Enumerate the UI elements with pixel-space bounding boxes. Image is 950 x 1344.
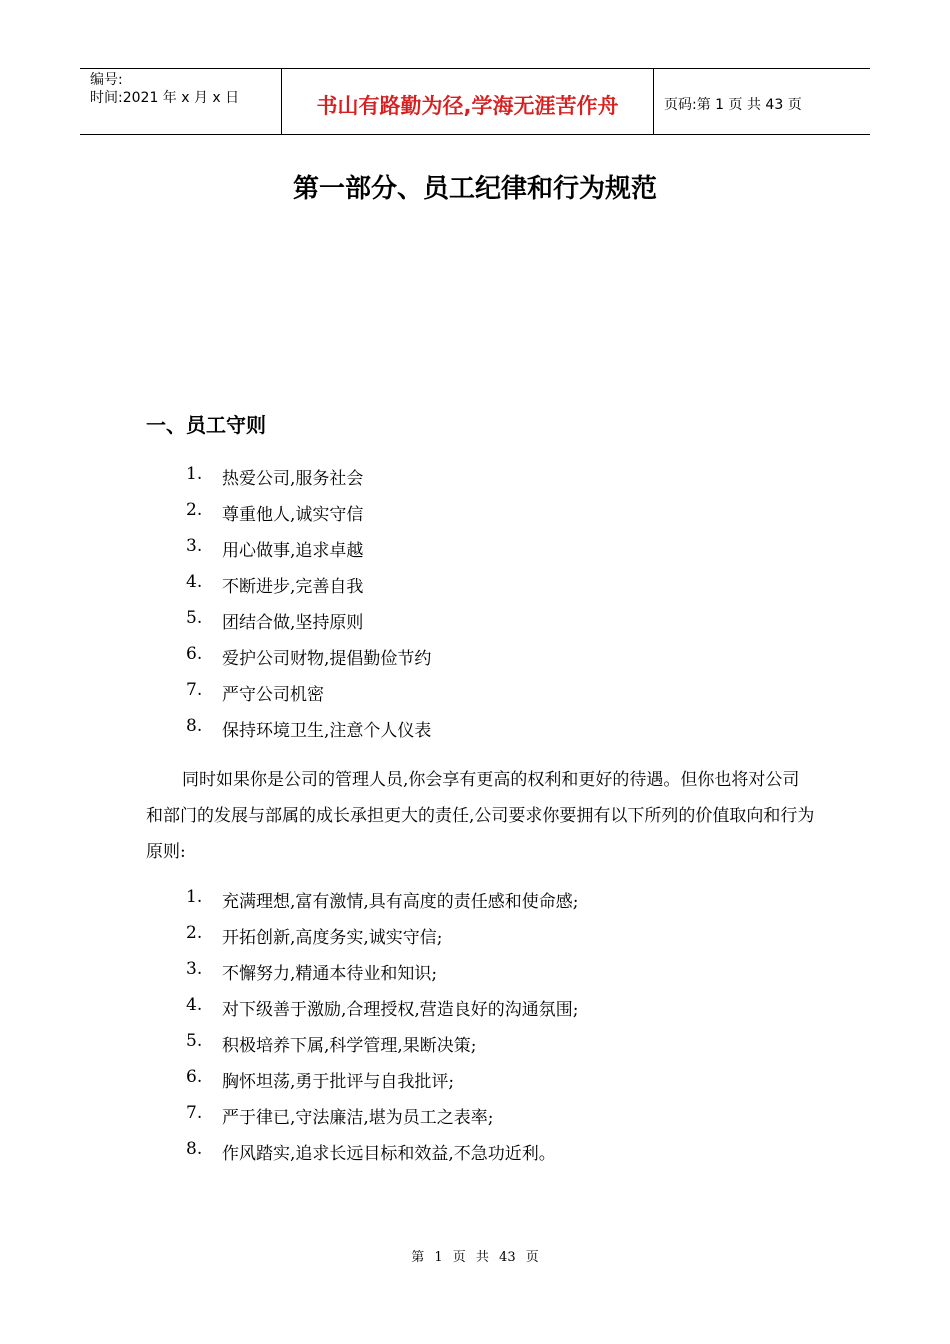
list-item-text: 尊重他人,诚实守信 — [222, 505, 364, 525]
slogan: 书山有路勤为径,学海无涯苦作舟 — [316, 93, 619, 118]
list-item-text: 用心做事,追求卓越 — [222, 541, 364, 561]
management-paragraph: 同时如果你是公司的管理人员,你会享有更高的权利和更好的待遇。但你也将对公司和部门的发展与部属的成长承担更大的责任,公司要求你要拥有以下所列的价值取向和行为原则: — [146, 770, 815, 862]
list-item-text: 不断进步,完善自我 — [222, 577, 364, 597]
list-item-number: 6. — [186, 1067, 203, 1087]
list-item-number: 4. — [186, 995, 203, 1015]
list-item-text: 热爱公司,服务社会 — [222, 469, 364, 489]
list-item-text: 作风踏实,追求长远目标和效益,不急功近利。 — [222, 1144, 556, 1164]
list-item-number: 7. — [186, 1103, 203, 1123]
page-footer: 第 1 页 共 43 页 — [411, 1250, 539, 1265]
header-slogan-cell — [282, 69, 654, 134]
page-title: 第一部分、员工纪律和行为规范 — [292, 174, 657, 204]
list-item-number: 8. — [186, 716, 203, 736]
header-meta — [80, 69, 282, 134]
list-item-text: 保持环境卫生,注意个人仪表 — [222, 721, 432, 741]
list-item-text: 爱护公司财物,提倡勤俭节约 — [222, 649, 432, 669]
list-item-text: 严守公司机密 — [222, 685, 324, 705]
list-item-number: 6. — [186, 644, 203, 664]
section-heading: 一、员工守则 — [146, 413, 266, 437]
list-item-number: 4. — [186, 572, 203, 592]
list-item-text: 充满理想,富有激情,具有高度的责任感和使命感; — [222, 892, 579, 912]
list-item-number: 3. — [186, 959, 203, 979]
list-item-text: 严于律已,守法廉洁,堪为员工之表率; — [222, 1108, 494, 1128]
list-item-text: 胸怀坦荡,勇于批评与自我批评; — [222, 1072, 455, 1092]
list-item-text: 积极培养下属,科学管理,果断决策; — [222, 1036, 477, 1056]
list-item-number: 2. — [186, 500, 203, 520]
page-info: 页码:第 1 页 共 43 页 — [664, 96, 802, 113]
list-item-text: 团结合做,坚持原则 — [222, 613, 364, 633]
list-item-number: 2. — [186, 923, 203, 943]
list-item-text: 开拓创新,高度务实,诚实守信; — [222, 928, 443, 948]
list-item-number: 7. — [186, 680, 203, 700]
document-header — [80, 68, 870, 135]
list-item-text: 不懈努力,精通本待业和知识; — [222, 964, 438, 984]
list-item-number: 3. — [186, 536, 203, 556]
header-page-info-cell — [654, 69, 870, 134]
list-item-number: 1. — [186, 887, 203, 907]
list-item-number: 8. — [186, 1139, 203, 1159]
list-item-number: 1. — [186, 464, 203, 484]
list-item-number: 5. — [186, 1031, 203, 1051]
time-label: 时间:2021 年 x 月 x 日 — [90, 90, 240, 106]
list-item-text: 对下级善于激励,合理授权,营造良好的沟通氛围; — [222, 1000, 579, 1020]
number-label: 编号: — [90, 72, 123, 88]
list-item-number: 5. — [186, 608, 203, 628]
